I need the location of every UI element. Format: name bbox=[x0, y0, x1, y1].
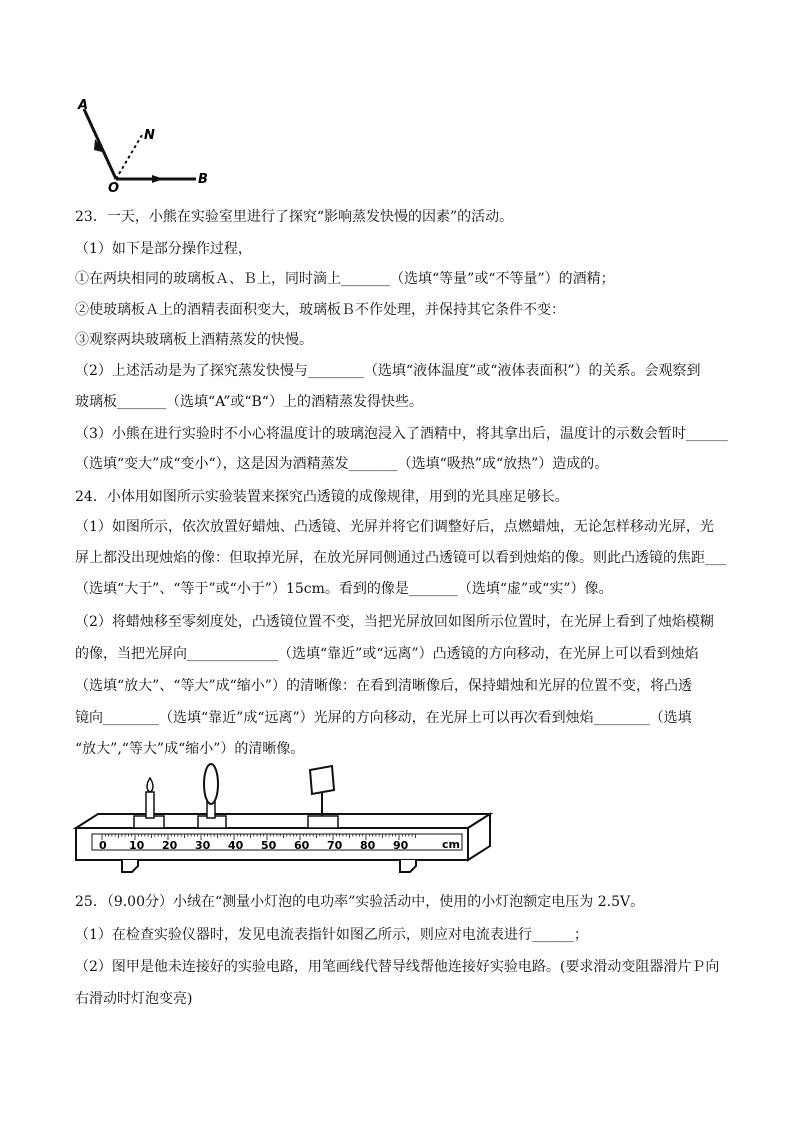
q23-part1: （1）如下是部分操作过程， bbox=[75, 241, 252, 257]
label-n: N bbox=[144, 128, 155, 143]
ruler-label: 30 bbox=[195, 839, 211, 852]
q23-part3-line2: （选填“变大”成“变小“），这是因为酒精蒸发_______（选填“吸热”成“放热”）造成的。 bbox=[75, 456, 609, 472]
normal-line bbox=[116, 135, 142, 179]
ruler-label: 90 bbox=[393, 839, 409, 852]
q24-title: 24．小体用如图所示实验装置来探究凸透镜的成像规律，用到的光具座足够长。 bbox=[75, 489, 569, 505]
q24-part2-line3: （选填“放大”、“等大”成“缩小”）的清晰像：在看到清晰像后，保持蜡烛和光屏的位置不变，将凸透 bbox=[75, 678, 692, 694]
ruler-label: 0 bbox=[99, 839, 107, 852]
q24-part2-line1: （2）将蜡烛移至零刻度处，凸透镜位置不变，当把光屏放回如图所示位置时，在光屏上看到了烛焰模糊 bbox=[75, 614, 714, 630]
ruler-label: 10 bbox=[129, 839, 145, 852]
q24-part2-line4: 镜向________（选填“靠近”成“远离”）光屏的方向移动，在光屏上可以再次看到烛焰________（选填 bbox=[75, 710, 692, 726]
ruler-label: 50 bbox=[261, 839, 277, 852]
optical-bench-figure bbox=[72, 762, 497, 882]
q25-title: 25．（9.00分）小绒在“测量小灯泡的电功率”实验活动中，使用的小灯泡额定电压为 2.5V。 bbox=[75, 894, 645, 910]
q24-part1-line1: （1）如图所示，依次放置好蜡烛、凸透镜、光屏并将它们调整好后，点燃蜡烛，无论怎样移动光屏，光 bbox=[75, 519, 714, 535]
candle bbox=[146, 792, 154, 818]
reflection-figure bbox=[72, 95, 222, 195]
q23-step1: ①在两块相同的玻璃板Ａ、Ｂ上，同时滴上_______（选填“等量”或“不等量”）的酒精； bbox=[75, 271, 615, 287]
reflected-arrow bbox=[152, 175, 164, 183]
ruler-label: 80 bbox=[360, 839, 376, 852]
q24-part2-line2: 的像，当把光屏向_____________（选填“靠近”或“远离”）凸透镜的方向移动，在光屏上可以看到烛焰 bbox=[75, 646, 699, 662]
q25-part1: （1）在检查实验仪器时，发见电流表指针如图乙所示，则应对电流表进行______； bbox=[75, 927, 588, 943]
q23-part2-line2: 玻璃板_______（选填“A”或“B“）上的酒精蒸发得快些。 bbox=[75, 394, 423, 410]
convex-lens bbox=[204, 764, 218, 804]
q24-part1-line2: 屏上都没出现烛焰的像：但取掉光屏，在放光屏同侧通过凸透镜可以看到烛焰的像。则此凸透镜的焦距___ bbox=[75, 550, 726, 566]
label-a: A bbox=[78, 98, 89, 113]
q25-part2-line1: （2）图甲是他未连接好的实验电路，用笔画线代替导线帮他连接好实验电路。(要求滑动变阻器滑片Ｐ向 bbox=[75, 959, 720, 975]
light-screen bbox=[310, 766, 334, 794]
bench-foot-right bbox=[400, 860, 416, 872]
ruler-label: 40 bbox=[228, 839, 244, 852]
q23-step2: ②使玻璃板Ａ上的酒精表面积变大，玻璃板Ｂ不作处理，并保持其它条件不变： bbox=[75, 302, 565, 318]
q23-part3-line1: （3）小熊在进行实验时不小心将温度计的玻璃泡浸入了酒精中，将其拿出后，温度计的示数会暂时______ bbox=[75, 426, 728, 442]
q24-part1-line3: （选填“大于”、“等于”或“小于”）15cm。看到的像是_______（选填“虚”或“实”）像。 bbox=[75, 581, 613, 597]
label-o: O bbox=[108, 181, 120, 195]
q23-part2-line1: （2）上述活动是为了探究蒸发快慢与________（选填“液体温度”或“液体表面积”）的关系。会观察到 bbox=[75, 363, 701, 379]
q24-part2-line5: “放大”,“等大”成“缩小”）的清晰像。 bbox=[75, 741, 305, 757]
ruler-unit: cm bbox=[442, 838, 460, 851]
incident-ray bbox=[84, 109, 116, 179]
screen-holder bbox=[308, 816, 338, 828]
ruler-label: 70 bbox=[327, 839, 343, 852]
label-b: B bbox=[198, 172, 208, 187]
q25-part2-line2: 右滑动时灯泡变亮) bbox=[75, 991, 193, 1007]
ruler-label: 20 bbox=[162, 839, 178, 852]
candle-flame bbox=[147, 778, 153, 792]
bench-foot-left bbox=[122, 860, 138, 872]
q23-title: 23．一天，小熊在实验室里进行了探究“影响蒸发快慢的因素”的活动。 bbox=[75, 209, 514, 225]
ruler-label: 60 bbox=[294, 839, 310, 852]
q23-step3: ③观察两块玻璃板上酒精蒸发的快慢。 bbox=[75, 332, 313, 348]
